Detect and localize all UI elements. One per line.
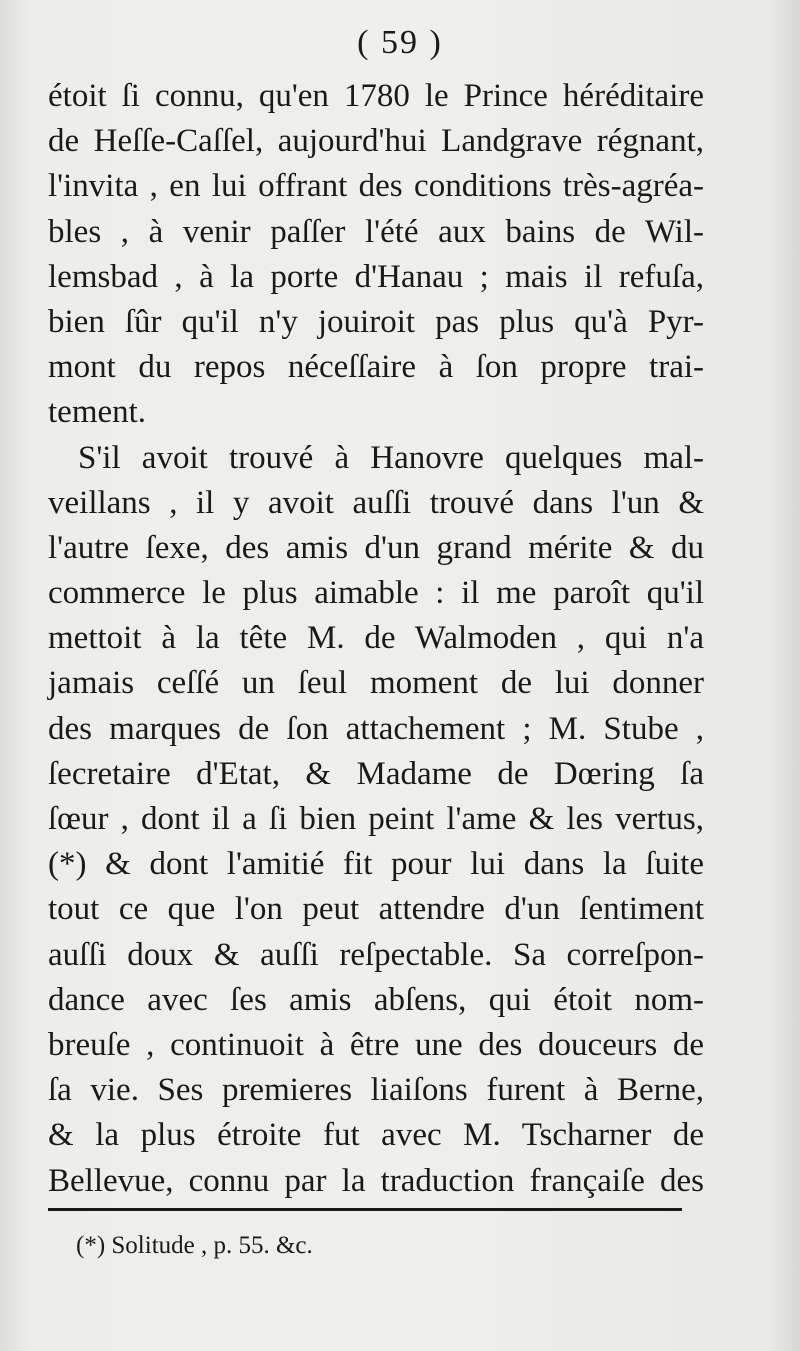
body-text <box>48 74 704 1204</box>
text-line: tout ce que l'on peut attendre d'un ſentiment <box>48 891 704 928</box>
text-line: étoit ſi connu, qu'en 1780 le Prince héréditaire <box>48 78 704 114</box>
footnote-divider <box>48 1208 682 1211</box>
text-line: de Heſſe-Caſſel, aujourd'hui Landgrave régnant, <box>48 123 704 160</box>
text-line: bien ſûr qu'il n'y jouiroit pas plus qu'à Pyr- <box>48 303 704 340</box>
text-line: l'invita , en lui offrant des conditions très-agréa- <box>48 168 704 205</box>
text-line: veillans , il y avoit auſſi trouvé dans l'un & <box>48 484 704 521</box>
text-line: Bellevue, connu par la traduction françaiſe des <box>48 1162 704 1199</box>
paragraph-end-line: tement. <box>48 394 147 431</box>
text-line: breuſe , continuoit à être une des douceurs de <box>48 1026 704 1063</box>
text-line: & la plus étroite fut avec M. Tscharner de <box>48 1117 704 1154</box>
text-line: mont du repos néceſſaire à ſon propre trai- <box>48 349 704 386</box>
text-line: des marques de ſon attachement ; M. Stube , <box>48 710 704 747</box>
text-line: jamais ceſſé un ſeul moment de lui donner <box>48 665 704 702</box>
text-line: ſa vie. Ses premieres liaiſons furent à Berne, <box>48 1072 704 1109</box>
text-line: mettoit à la tête M. de Walmoden , qui n'a <box>48 620 704 657</box>
text-line: bles , à venir paſſer l'été aux bains de Wil- <box>48 213 704 250</box>
text-line: dance avec ſes amis abſens, qui étoit nom- <box>48 981 704 1018</box>
paragraph-start-line: S'il avoit trouvé à Hanovre quelques mal- <box>78 439 704 476</box>
footnote: (*) Solitude , p. 55. &c. <box>76 1232 313 1259</box>
text-line: ſœur , dont il a ſi bien peint l'ame & les vertus, <box>48 801 704 837</box>
text-line: ſecretaire d'Etat, & Madame de Dœring ſa <box>48 755 704 792</box>
text-line: auſſi doux & auſſi reſpectable. Sa correſpon- <box>48 936 704 973</box>
text-line: commerce le plus aimable : il me paroît qu'il <box>48 575 704 612</box>
text-line: (*) & dont l'amitié fit pour lui dans la ſuite <box>48 846 704 883</box>
page-number: ( 59 ) <box>357 24 443 61</box>
text-line: lemsbad , à la porte d'Hanau ; mais il refuſa, <box>48 258 704 295</box>
text-line: l'autre ſexe, des amis d'un grand mérite & du <box>48 529 704 566</box>
